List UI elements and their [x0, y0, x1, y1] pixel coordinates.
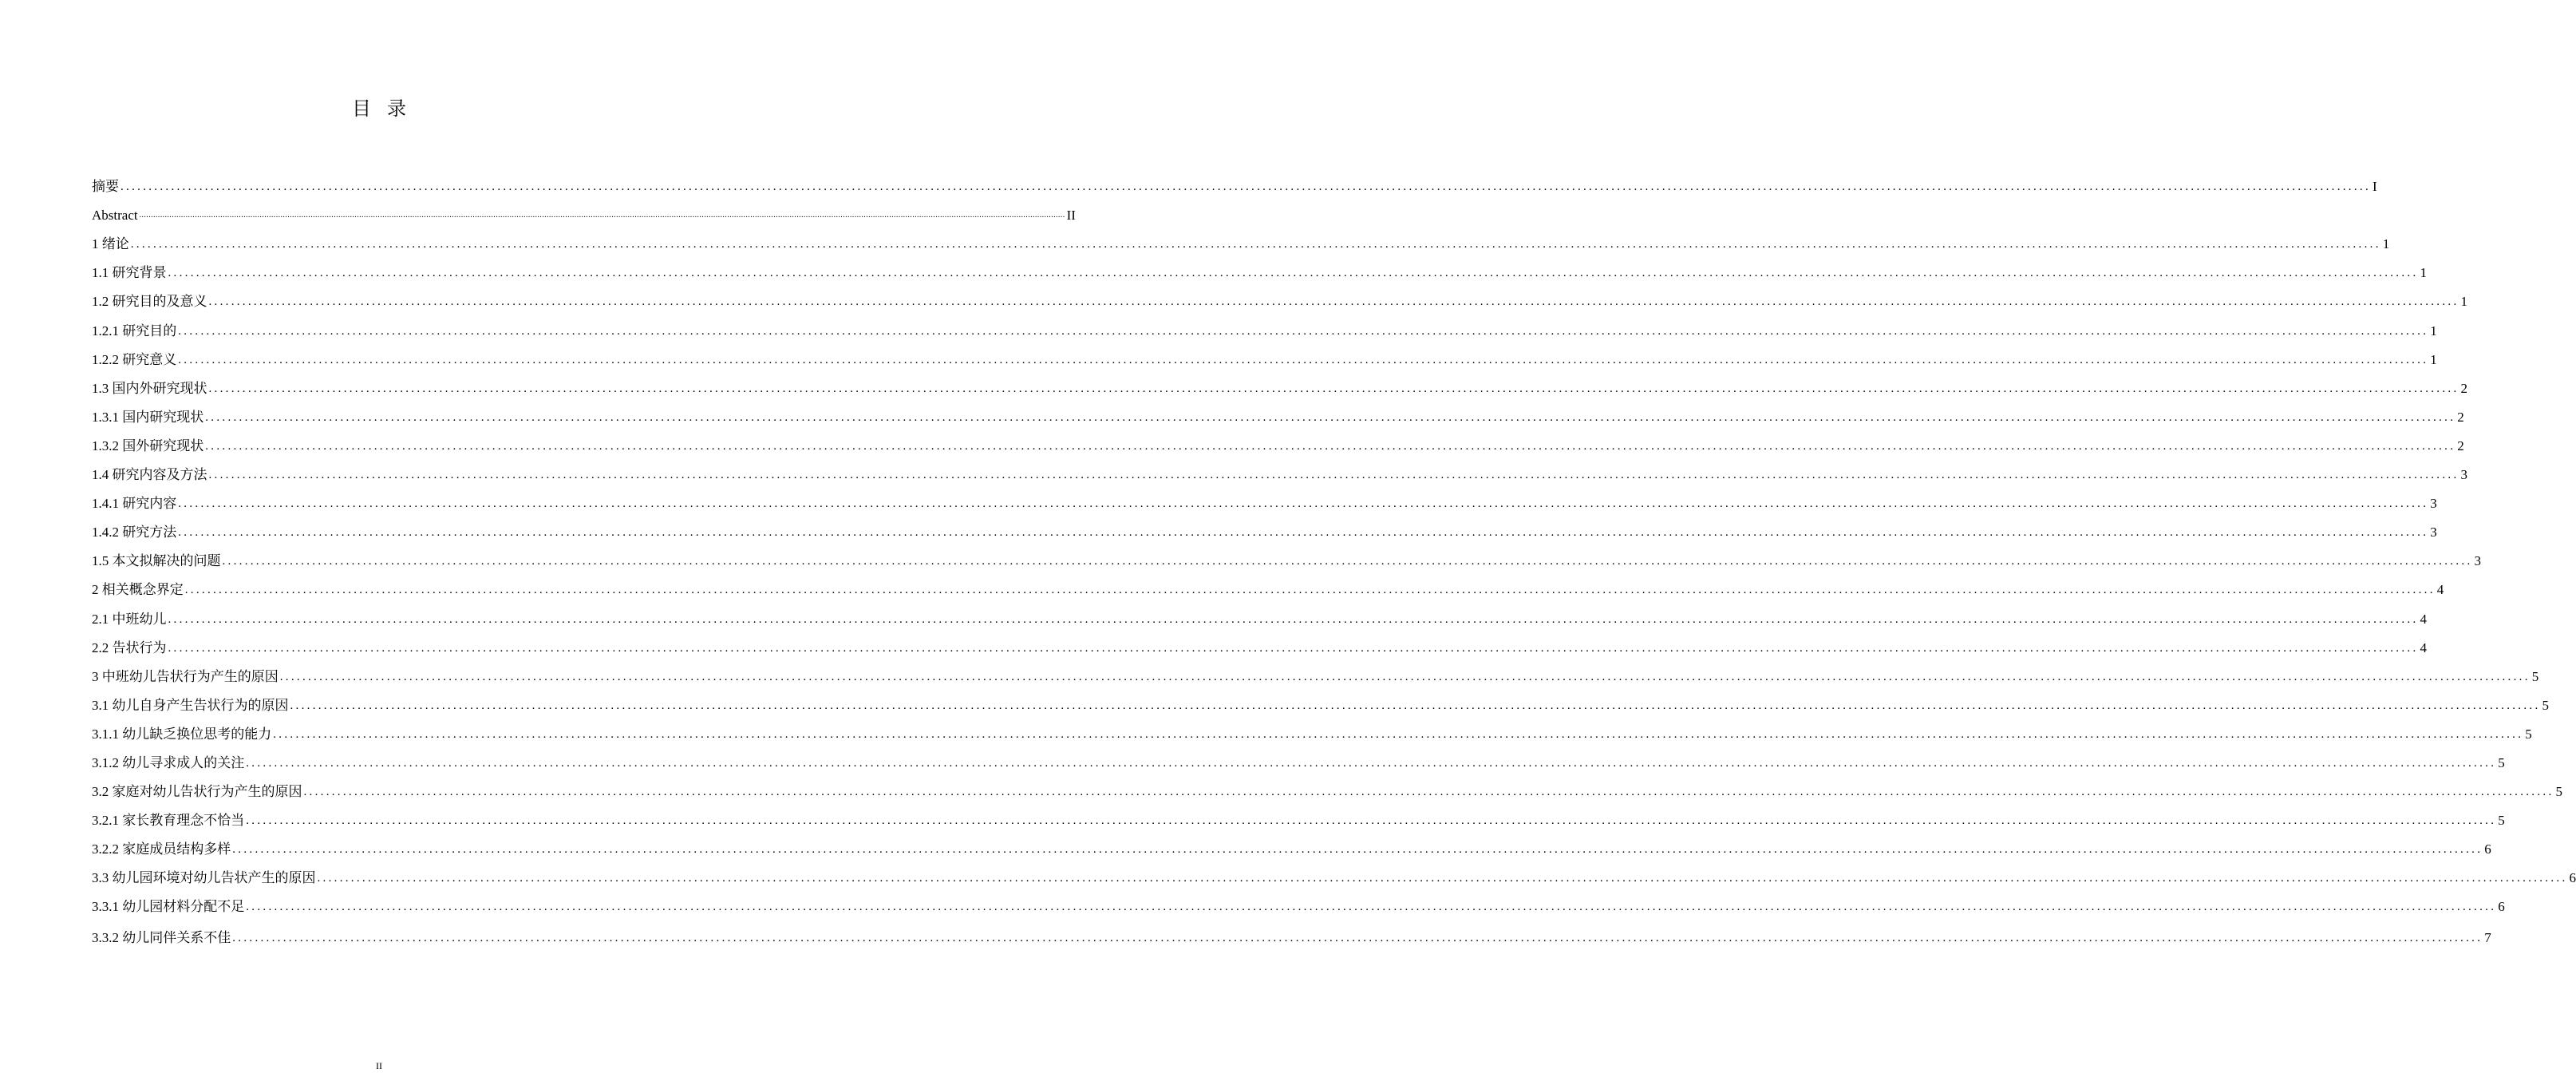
toc-entry-label: 1.3 国内外研究现状 [92, 380, 207, 396]
toc-entry-label: 1.2 研究目的及意义 [92, 294, 207, 310]
toc-entry-page: 6 [2569, 870, 2576, 886]
toc-entry-page: 7 [2484, 929, 2491, 945]
dot-leader: ................................................................................................................................................................................................................................................................................................................................................................................................................ [121, 180, 2371, 194]
toc-entry-label: 3 中班幼儿告状行为产生的原因 [92, 668, 279, 684]
dot-leader: ................................................................................................................................................................................................................................................................................................................................................................................................................ [246, 814, 2497, 828]
toc-entry-label: 1.4.2 研究方法 [92, 525, 177, 540]
toc-entry-3-2-1[interactable] [92, 801, 2505, 829]
toc-entry-page: I [2373, 179, 2377, 195]
toc-entry-label: 1.2.2 研究意义 [92, 351, 177, 367]
toc-entry-3-3[interactable] [92, 858, 2576, 887]
toc-entry-3-2[interactable] [92, 772, 2562, 801]
toc-entry-label: 3.2 家庭对幼儿告状行为产生的原因 [92, 784, 302, 800]
toc-entry-1-4-1[interactable] [92, 484, 2437, 513]
toc-entry-page: 5 [2498, 813, 2505, 829]
toc-entry-3-1[interactable] [92, 686, 2549, 715]
dot-leader: ................................................................................................................................................................................................................................................................................................................................................................................................................ [208, 295, 2459, 309]
dot-leader: ................................................................................................................................................................................................................................................................................................................................................................................................................ [178, 497, 2429, 511]
toc-entry-label: 1.1 研究背景 [92, 265, 167, 281]
dot-leader: ................................................................................................................................................................................................................................................................................................................................................................................................................ [205, 439, 2456, 453]
toc-entry-page: 3 [2430, 525, 2437, 540]
toc-entry-page: 1 [2382, 236, 2390, 252]
dot-leader: ................................................................................................................................................................................................................................................................................................................................................................................................................ [168, 267, 2419, 280]
table-of-contents [92, 167, 2576, 947]
toc-entry-label: 3.2.2 家庭成员结构多样 [92, 841, 231, 857]
toc-entry-abstract-cn[interactable] [92, 167, 2377, 196]
toc-entry-1[interactable] [92, 224, 2390, 253]
toc-entry-page: 3 [2460, 467, 2467, 483]
toc-entry-page: 4 [2420, 611, 2427, 627]
toc-entry-page: 5 [2531, 668, 2539, 684]
dot-leader: ................................................................................................................................................................................................................................................................................................................................................................................................................ [178, 526, 2429, 540]
toc-entry-page: 5 [2498, 754, 2505, 770]
toc-entry-label: Abstract [92, 208, 138, 224]
dot-leader: ................................................................................................................................................................................................................................................................................................................................................................................................................ [130, 238, 2381, 251]
toc-entry-label: 2.1 中班幼儿 [92, 611, 167, 627]
toc-entry-1-2[interactable] [92, 282, 2467, 311]
toc-entry-abstract-en[interactable] [92, 196, 1076, 224]
toc-entry-page: 5 [2542, 697, 2549, 713]
toc-entry-3-2-2[interactable] [92, 829, 2491, 858]
toc-entry-page: II [1066, 208, 1076, 224]
toc-entry-label: 2.2 告状行为 [92, 639, 167, 655]
toc-entry-1-5[interactable] [92, 541, 2481, 570]
toc-entry-1-3[interactable] [92, 369, 2467, 398]
toc-entry-1-4[interactable] [92, 455, 2467, 484]
toc-entry-3[interactable] [92, 657, 2539, 686]
dot-leader: ................................................................................................................................................................................................................................................................................................................................................................................................................ [273, 727, 2524, 741]
toc-entry-2[interactable] [92, 570, 2444, 599]
toc-entry-label: 3.3.1 幼儿园材料分配不足 [92, 899, 245, 915]
dot-leader: ................................................................................................................................................................................................................................................................................................................................................................................................................ [208, 469, 2459, 482]
toc-entry-page: 2 [2457, 438, 2464, 453]
toc-entry-page: 3 [2430, 496, 2437, 512]
toc-entry-label: 1.4 研究内容及方法 [92, 467, 207, 483]
toc-entry-page: 4 [2436, 582, 2444, 598]
toc-entry-page: 5 [2525, 726, 2532, 742]
dot-leader: ................................................................................................................................................................................................................................................................................................................................................................................................................ [205, 410, 2456, 424]
toc-entry-3-1-1[interactable] [92, 715, 2532, 743]
toc-entry-page: 5 [2555, 784, 2562, 800]
toc-entry-page: 1 [2430, 351, 2437, 367]
toc-entry-2-2[interactable] [92, 628, 2427, 657]
toc-entry-label: 1.3.1 国内研究现状 [92, 409, 204, 425]
toc-entry-label: 1.4.1 研究内容 [92, 496, 177, 512]
toc-entry-label: 3.3.2 幼儿同伴关系不佳 [92, 929, 231, 945]
toc-entry-page: 1 [2430, 323, 2437, 339]
toc-entry-1-3-1[interactable] [92, 398, 2464, 426]
toc-entry-page: 1 [2460, 294, 2467, 310]
toc-entry-label: 摘要 [92, 179, 119, 195]
dot-leader: ................................................................................................................................................................................................................................................................................................................................................................................................................ [178, 353, 2429, 366]
toc-entry-1-3-2[interactable] [92, 426, 2464, 455]
dot-leader: ................................................................................................................................................................................................................................................................................................................................................................................................................ [168, 612, 2419, 626]
toc-entry-label: 3.3 幼儿园环境对幼儿告状产生的原因 [92, 870, 316, 886]
toc-entry-1-4-2[interactable] [92, 513, 2437, 541]
dot-leader: ................................................................................................................................................................................................................................................................................................................................................................................................................ [290, 699, 2541, 712]
toc-entry-1-2-2[interactable] [92, 340, 2437, 369]
dot-leader: ................................................................................................................................................................................................................................................................................................................................................................................................................ [208, 382, 2459, 395]
dot-leader: ................................................................................................................................................................................................................................................................................................................................................................................................................ [184, 584, 2436, 597]
toc-entry-2-1[interactable] [92, 599, 2427, 628]
toc-entry-3-1-2[interactable] [92, 743, 2505, 772]
toc-entry-page: 4 [2420, 639, 2427, 655]
dot-leader: ................................................................................................................................................................................................................................................................................................................................................................................................................ [232, 843, 2483, 857]
toc-entry-label: 1.3.2 国外研究现状 [92, 438, 204, 453]
dot-leader: ................................................................................................................................................................................................................................................................................................................................................................................................................ [178, 324, 2429, 338]
toc-entry-label: 3.1.1 幼儿缺乏换位思考的能力 [92, 726, 272, 742]
dot-leader: ................................................................................................................................................................................................................................................................................................................................................................................................................ [232, 931, 2483, 944]
dot-leader: ................................................................................................................................................................................................................................................................................................................................................................................................................ [303, 786, 2554, 799]
toc-entry-label: 3.1 幼儿自身产生告状行为的原因 [92, 697, 289, 713]
dot-leader: ................................................................................................................................................................................................................................................................................................................................................................................................................ [168, 641, 2419, 655]
toc-entry-1-2-1[interactable] [92, 311, 2437, 339]
dot-leader: ................................................................................................................................................................................................................................................................................................................................................................................................................ [279, 670, 2531, 683]
dot-leader: ................................................................................................................................................................................................................................................................................................................................................................................................................ [222, 555, 2473, 568]
toc-entry-page: 3 [2474, 553, 2481, 569]
toc-entry-page: 2 [2460, 380, 2467, 396]
toc-entry-label: 1.5 本文拟解决的问题 [92, 553, 221, 569]
dot-leader: ................................................................................................................................................................................................................................................................................................................................................................................................................ [317, 872, 2568, 885]
toc-entry-page: 6 [2498, 899, 2505, 915]
toc-entry-label: 2 相关概念界定 [92, 582, 184, 598]
page-footer-number: II [376, 1060, 382, 1071]
toc-entry-label: 3.2.1 家长教育理念不恰当 [92, 813, 245, 829]
toc-entry-3-3-2[interactable] [92, 917, 2491, 946]
toc-entry-page: 6 [2484, 841, 2491, 857]
page-title: 目录 [352, 99, 422, 120]
toc-entry-label: 1 绪论 [92, 236, 129, 252]
dot-leader: ................................................................................................................................................................................................................................................................................................................................................................................................................ [139, 211, 1065, 220]
dot-leader: ................................................................................................................................................................................................................................................................................................................................................................................................................ [246, 756, 2497, 770]
toc-entry-3-3-1[interactable] [92, 887, 2505, 916]
toc-entry-page: 2 [2457, 409, 2464, 425]
toc-entry-label: 1.2.1 研究目的 [92, 323, 177, 339]
toc-entry-1-1[interactable] [92, 253, 2427, 282]
toc-entry-label: 3.1.2 幼儿寻求成人的关注 [92, 754, 245, 770]
dot-leader: ................................................................................................................................................................................................................................................................................................................................................................................................................ [246, 901, 2497, 914]
toc-entry-page: 1 [2420, 265, 2427, 281]
